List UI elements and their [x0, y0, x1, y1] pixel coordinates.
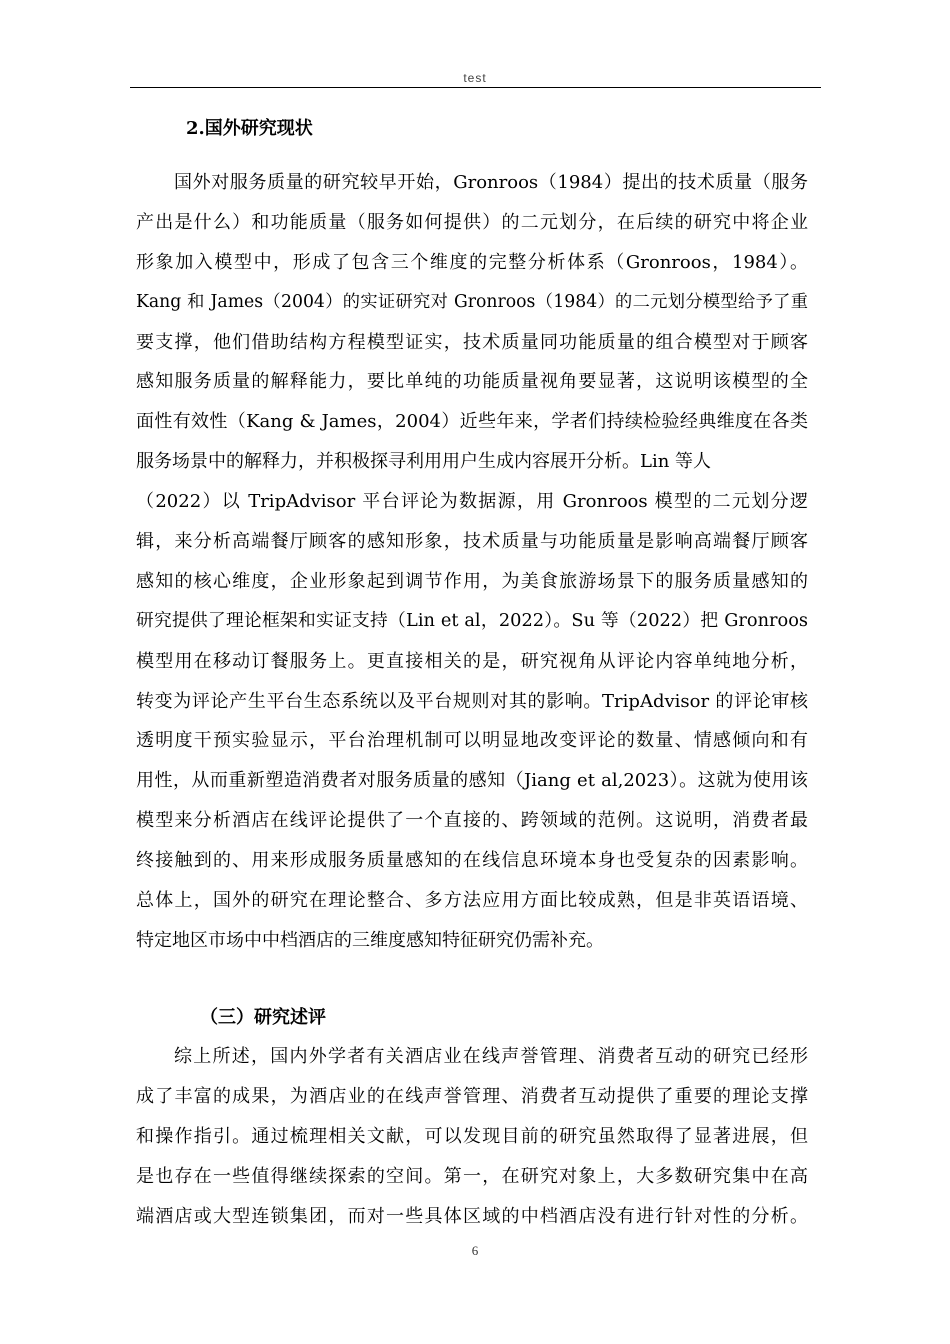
- header-divider: [130, 87, 821, 88]
- paragraph-line: 要支撑，他们借助结构方程模型证实，技术质量同功能质量的组合模型对于顾客: [136, 331, 808, 353]
- paragraph-line: 国外对服务质量的研究较早开始，Gronroos（1984）提出的技术质量（服务: [174, 172, 808, 193]
- paragraph-line: 用性，从而重新塑造消费者对服务质量的感知（Jiang et al,2023）。这就为使用该: [136, 770, 808, 792]
- paragraph-foreign-research: [136, 163, 808, 961]
- paragraph-line: 服务场景中的解释力，并积极探寻利用用户生成内容展开分析。Lin 等人: [136, 451, 712, 473]
- paragraph-line: 模型用在移动订餐服务上。更直接相关的是，研究视角从评论内容单纯地分析，: [136, 650, 808, 672]
- paragraph-line: 总体上，国外的研究在理论整合、多方法应用方面比较成熟，但是非英语语境、: [136, 890, 808, 912]
- paragraph-line: 面性有效性（Kang & James，2004）近些年来，学者们持续检验经典维度在各类: [136, 411, 808, 433]
- paragraph-line: 感知服务质量的解释能力，要比单纯的功能质量视角要显著，这说明该模型的全: [136, 371, 808, 393]
- paragraph-line: 研究提供了理论框架和实证支持（Lin et al，2022）。Su 等（2022）把 Gronroos: [136, 610, 808, 631]
- section-heading-foreign-research: 2.国外研究现状: [186, 118, 313, 139]
- paragraph-line: 产出是什么）和功能质量（服务如何提供）的二元划分，在后续的研究中将企业: [136, 211, 808, 233]
- page-number: 6: [471, 1243, 479, 1258]
- paragraph-line: （2022）以 TripAdvisor 平台评论为数据源，用 Gronroos 模型的二元划分逻: [136, 491, 808, 513]
- paragraph-line: 形象加入模型中，形成了包含三个维度的完整分析体系（Gronroos，1984）。: [136, 251, 808, 273]
- paragraph-line: 和操作指引。通过梳理相关文献，可以发现目前的研究虽然取得了显著进展，但: [136, 1125, 808, 1147]
- paragraph-line: 转变为评论产生平台生态系统以及平台规则对其的影响。TripAdvisor 的评论审核: [136, 690, 808, 712]
- paragraph-line: 是也存在一些值得继续探索的空间。第一，在研究对象上，大多数研究集中在高: [136, 1165, 808, 1187]
- page-header-text: test: [463, 71, 487, 85]
- paragraph-line: 终接触到的、用来形成服务质量感知的在线信息环境本身也受复杂的因素影响。: [136, 850, 808, 872]
- paragraph-line: 感知的核心维度，企业形象起到调节作用，为美食旅游场景下的服务质量感知的: [136, 570, 808, 592]
- section-heading-research-review: （三）研究述评: [200, 1007, 326, 1028]
- paragraph-line: 辑，来分析高端餐厅顾客的感知形象，技术质量与功能质量是影响高端餐厅顾客: [136, 531, 808, 553]
- paragraph-line: 综上所述，国内外学者有关酒店业在线声誉管理、消费者互动的研究已经形: [174, 1046, 808, 1067]
- paragraph-line: 特定地区市场中中档酒店的三维度感知特征研究仍需补充。: [136, 929, 604, 951]
- paragraph-line: 模型来分析酒店在线评论提供了一个直接的、跨领域的范例。这说明，消费者最: [136, 810, 808, 832]
- paragraph-research-review: [136, 1037, 808, 1236]
- paragraph-line: 端酒店或大型连锁集团，而对一些具体区域的中档酒店没有进行针对性的分析。: [136, 1205, 808, 1227]
- paragraph-line: 成了丰富的成果，为酒店业的在线声誉管理、消费者互动提供了重要的理论支撑: [136, 1085, 808, 1107]
- paragraph-line: 透明度干预实验显示，平台治理机制可以明显地改变评论的数量、情感倾向和有: [136, 730, 808, 752]
- paragraph-line: Kang 和 James（2004）的实证研究对 Gronroos（1984）的二元划分模型给予了重: [136, 291, 808, 312]
